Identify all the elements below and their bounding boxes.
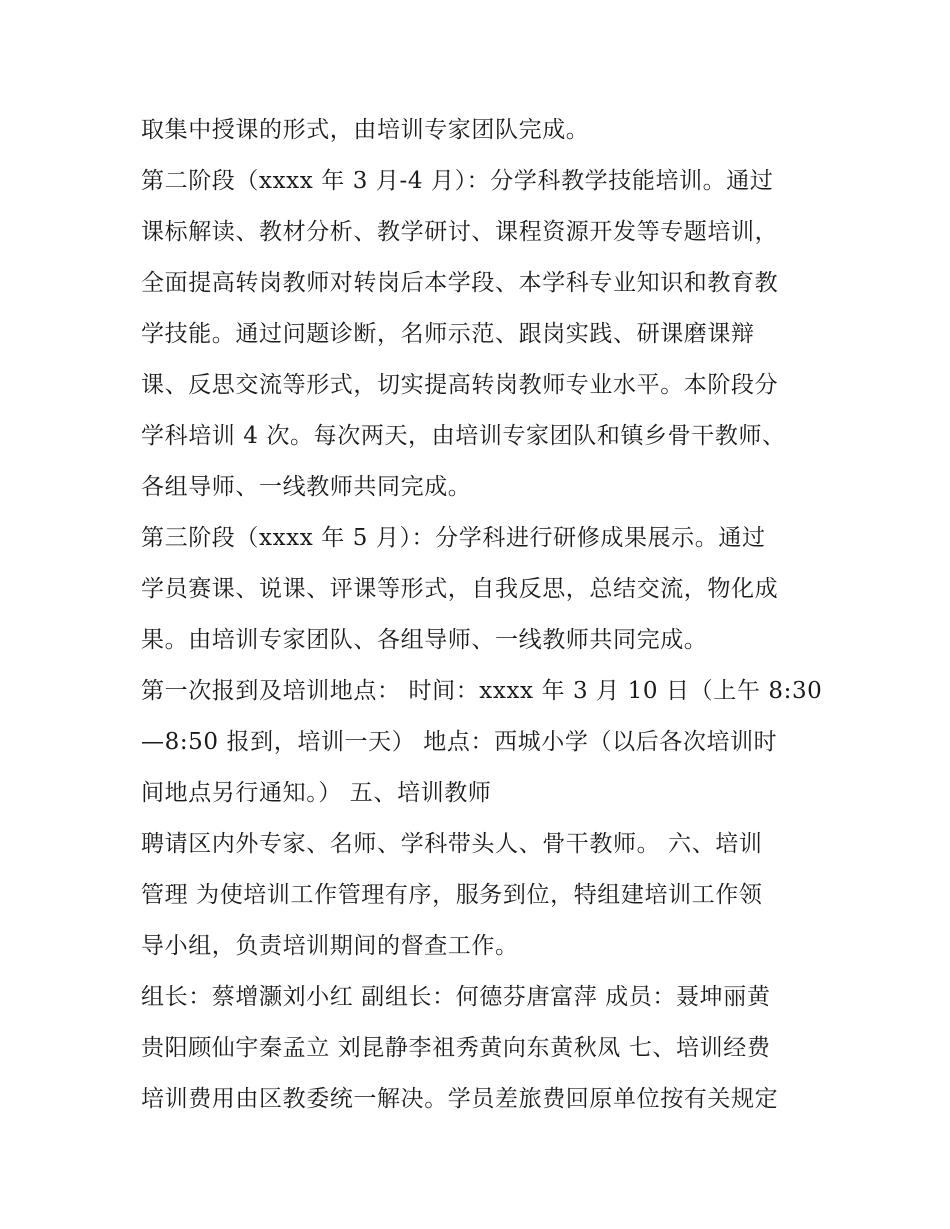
text-line: —8:50 报到，培训一天） 地点：西城小学（以后各次培训时 — [141, 729, 778, 755]
text-line: 培训费用由区教委统一解决。学员差旅费回原单位按有关规定 — [141, 1086, 779, 1112]
text-line: 第三阶段（xxxx 年 5 月）：分学科进行研修成果展示。通过 — [141, 525, 766, 551]
text-line: 课、反思交流等形式，切实提高转岗教师专业水平。本阶段分 — [141, 372, 779, 398]
text-line: 取集中授课的形式，由培训专家团队完成。 — [141, 117, 590, 143]
text-line: 组长：蔡增灏刘小红 副组长：何德芬唐富萍 成员：聂坤丽黄 — [141, 984, 771, 1010]
text-line: 各组导师、一线教师共同完成。 — [141, 474, 472, 500]
text-line: 课标解读、教材分析、教学研讨、课程资源开发等专题培训， — [141, 219, 779, 245]
text-line: 学科培训 4 次。每次两天，由培训专家团队和镇乡骨干教师、 — [141, 423, 786, 449]
text-line: 果。由培训专家团队、各组导师、一线教师共同完成。 — [141, 627, 708, 653]
text-line: 全面提高转岗教师对转岗后本学段、本学科专业知识和教育教 — [141, 270, 779, 296]
document-body — [141, 105, 821, 1125]
text-line: 第二阶段（xxxx 年 3 月-4 月）：分学科教学技能培训。通过 — [141, 168, 774, 194]
text-line: 聘请区内外专家、名师、学科带头人、骨干教师。 六、培训 — [141, 831, 763, 857]
text-line: 学技能。通过问题诊断，名师示范、跟岗实践、研课磨课辩 — [141, 321, 755, 347]
text-line: 间地点另行通知。） 五、培训教师 — [141, 780, 492, 806]
text-line: 贵阳顾仙宇秦孟立 刘昆静李祖秀黄向东黄秋凤 七、培训经费 — [141, 1035, 771, 1061]
text-line: 管理 为使培训工作管理有序，服务到位，特组建培训工作领 — [141, 882, 763, 908]
text-line: 第一次报到及培训地点： 时间：xxxx 年 3 月 10 日（上午 8:30 — [141, 678, 823, 704]
text-line: 学员赛课、说课、评课等形式，自我反思，总结交流，物化成 — [141, 576, 779, 602]
text-line: 导小组，负责培训期间的督查工作。 — [141, 933, 519, 959]
